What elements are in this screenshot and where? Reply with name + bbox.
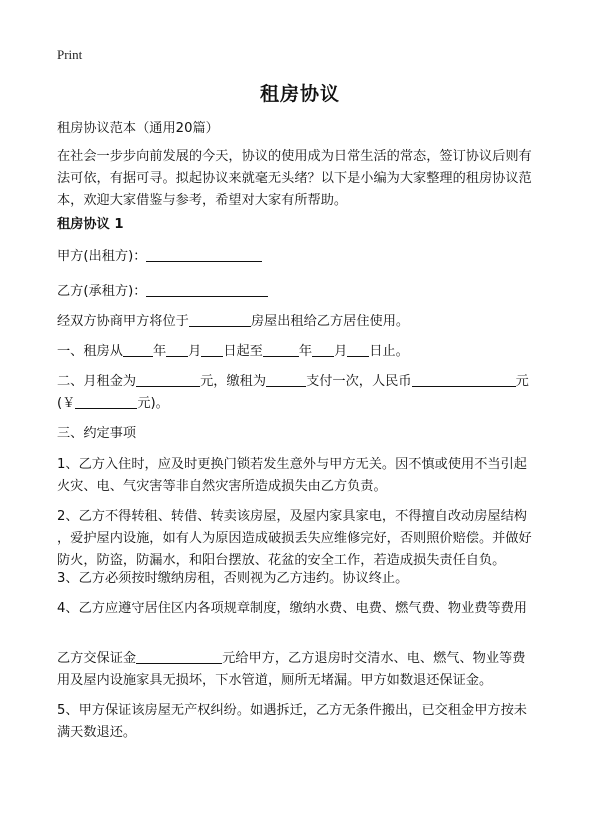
rent-blank — [266, 371, 306, 387]
intro-line: 法可依，有据可寻。拟起协议来就毫无头绪？以下是小编为大家整理的租房协议范 — [57, 171, 532, 186]
party-a-label: 甲方(出租方)： — [57, 249, 147, 264]
party-b-blank — [146, 281, 268, 297]
rent-blank — [75, 393, 137, 409]
party-b-line — [57, 281, 547, 303]
rent-yuan-label: 元 — [515, 374, 529, 389]
clause-agreed-heading: 三、约定事项 — [57, 426, 137, 441]
rent-line — [57, 393, 547, 415]
deposit-line: 用及屋内设施家具无损坏，下水管道，厕所无堵漏。甲方如数退还保证金。 — [57, 673, 493, 688]
rent-pay-label: 支付一次，人民币 — [306, 374, 412, 389]
party-a-blank — [146, 246, 262, 262]
period-year-label: 年 — [298, 344, 313, 359]
rent-blank — [136, 371, 200, 387]
item-line: 5、甲方保证该房屋无产权纠纷。如遇拆迁，乙方无条件搬出，已交租金甲方按未 — [57, 703, 527, 718]
item-line: 火灾、电、气灾害等非自然灾害所造成损失由乙方负责。 — [57, 479, 387, 494]
rent-paren-open: (￥ — [57, 396, 76, 411]
party-a-line — [57, 246, 547, 268]
agreed-item-4: 4、乙方应遵守居住区内各项规章制度，缴纳水费、电费、燃气费、物业费等费用 — [57, 601, 527, 616]
item-line: ，爱护屋内设施，如有人为原因造成破损丢失应维修完好，否则照价赔偿。并做好 — [57, 531, 532, 546]
rent-paren-close: 元)。 — [137, 396, 169, 411]
period-blank — [263, 341, 299, 357]
page-title: 租房协议 — [259, 83, 340, 105]
intro-line: 本，欢迎大家借鉴与参考，希望对大家有所帮助。 — [57, 193, 348, 208]
deposit-blank — [136, 648, 222, 664]
location-blank — [189, 311, 251, 327]
rent-blank — [412, 371, 516, 387]
location-text-before: 经双方协商甲方将位于 — [57, 314, 189, 329]
period-blank — [123, 341, 153, 357]
rent-line — [57, 371, 547, 393]
section-heading: 租房协议 1 — [57, 217, 124, 232]
item-line: 防火，防盗，防漏水，和阳台摆放、花盆的安全工作，若造成损失责任自负。 — [57, 553, 506, 568]
clause-location — [57, 311, 547, 333]
item-line: 1、乙方入住时，应及时更换门锁若发生意外与甲方无关。因不慎或使用不当引起 — [57, 457, 527, 472]
location-text-after: 房屋出租给乙方居住使用。 — [250, 314, 410, 329]
print-link[interactable]: Print — [57, 47, 83, 62]
deposit-text: 元给甲方，乙方退房时交清水、电、燃气、物业等费 — [222, 651, 526, 666]
period-blank — [166, 341, 188, 357]
party-b-label: 乙方(承租方)： — [57, 284, 147, 299]
period-blank — [347, 341, 369, 357]
deposit-line — [57, 648, 547, 670]
item-line: 满天数退还。 — [57, 725, 137, 740]
period-blank — [312, 341, 334, 357]
rent-prefix: 二、月租金为 — [57, 374, 137, 389]
subtitle: 租房协议范本（通用20篇） — [57, 121, 219, 136]
clause-period — [57, 341, 547, 363]
intro-line: 在社会一步步向前发展的今天，协议的使用成为日常生活的常态，签订协议后则有 — [57, 149, 532, 164]
period-prefix: 一、租房从 — [57, 344, 123, 359]
rent-yuan-label: 元，缴租为 — [200, 374, 267, 389]
deposit-prefix: 乙方交保证金 — [57, 651, 137, 666]
item-line: 2、乙方不得转租、转借、转卖该房屋，及屋内家具家电，不得擅自改动房屋结构 — [57, 509, 527, 524]
period-month-label: 月 — [334, 344, 348, 359]
period-blank — [201, 341, 223, 357]
period-month-label: 月 — [188, 344, 202, 359]
period-day-label: 日止。 — [369, 344, 409, 359]
period-year-label: 年 — [152, 344, 167, 359]
period-day-label: 日起至 — [223, 344, 263, 359]
agreed-item-3: 3、乙方必须按时缴纳房租，否则视为乙方违约。协议终止。 — [57, 571, 409, 586]
